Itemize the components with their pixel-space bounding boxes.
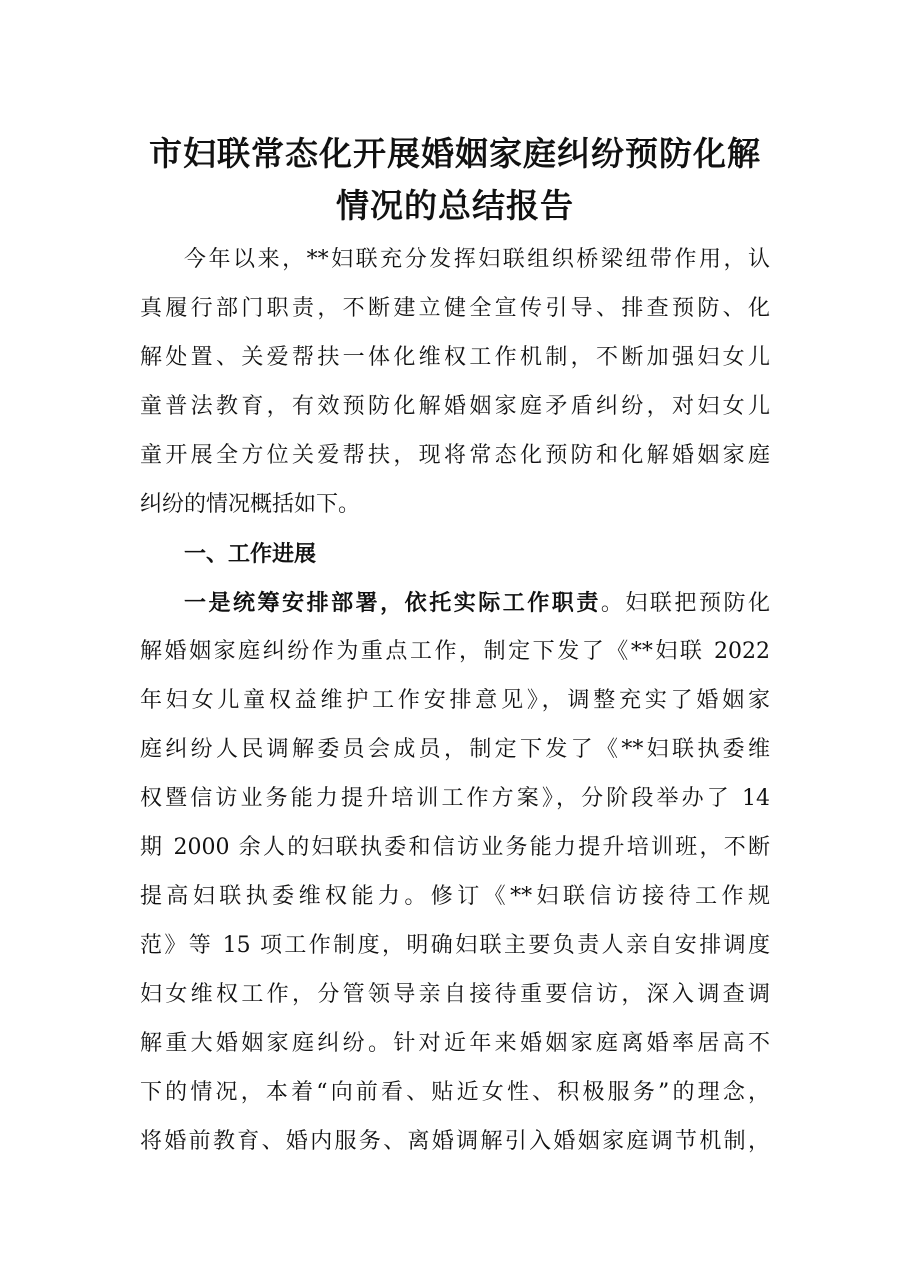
point1-line-1: [140, 583, 770, 623]
intro-line-2: 真履行部门职责，不断建立健全宣传引导、排查预防、化: [140, 296, 770, 321]
point1-line-10: 解重大婚姻家庭纠纷。针对近年来婚姻家庭离婚率居高不: [140, 1031, 770, 1056]
intro-line-5: 童开展全方位关爱帮扶，现将常态化预防和化解婚姻家庭: [140, 443, 770, 468]
intro-line-4: 童普法教育，有效预防化解婚姻家庭矛盾纠纷，对妇女儿: [140, 394, 770, 419]
point1-line-4: 庭纠纷人民调解委员会成员，制定下发了《**妇联执委维: [140, 737, 770, 762]
point1-line-5: 权暨信访业务能力提升培训工作方案》，分阶段举办了 14: [140, 786, 770, 811]
point1-line-3: 年妇女儿童权益维护工作安排意见》，调整充实了婚姻家: [140, 688, 770, 713]
point1-line-7: 提高妇联执委维权能力。修订《**妇联信访接待工作规: [140, 884, 770, 909]
point1-line-11: 下的情况，本着“向前看、贴近女性、积极服务”的理念，: [140, 1080, 770, 1105]
point1-lead: 一是统筹安排部署，依托实际工作职责: [184, 590, 601, 616]
title-line-2: 情况的总结报告: [336, 186, 574, 225]
intro-line-1: 今年以来，**妇联充分发挥妇联组织桥梁纽带作用，认: [184, 247, 770, 272]
intro-line-6: 纠纷的情况概括如下。: [140, 492, 361, 517]
intro-line-3: 解处置、关爱帮扶一体化维权工作机制，不断加强妇女儿: [140, 345, 770, 370]
point1-line-9: 妇女维权工作，分管领导亲自接待重要信访，深入调查调: [140, 982, 770, 1007]
point1-first-rest: 。妇联把预防化: [600, 591, 770, 616]
point1-line-12: 将婚前教育、婚内服务、离婚调解引入婚姻家庭调节机制，: [140, 1129, 770, 1154]
title-line-1: 市妇联常态化开展婚姻家庭纠纷预防化解: [149, 134, 761, 173]
document-title: [130, 128, 780, 232]
point1-line-2: 解婚姻家庭纠纷作为重点工作，制定下发了《**妇联 2022: [140, 639, 770, 664]
point1-line-6: 期 2000 余人的妇联执委和信访业务能力提升培训班，不断: [140, 835, 770, 860]
section-heading: 一、工作进展: [184, 541, 317, 567]
point1-line-8: 范》等 15 项工作制度，明确妇联主要负责人亲自安排调度: [140, 933, 770, 958]
